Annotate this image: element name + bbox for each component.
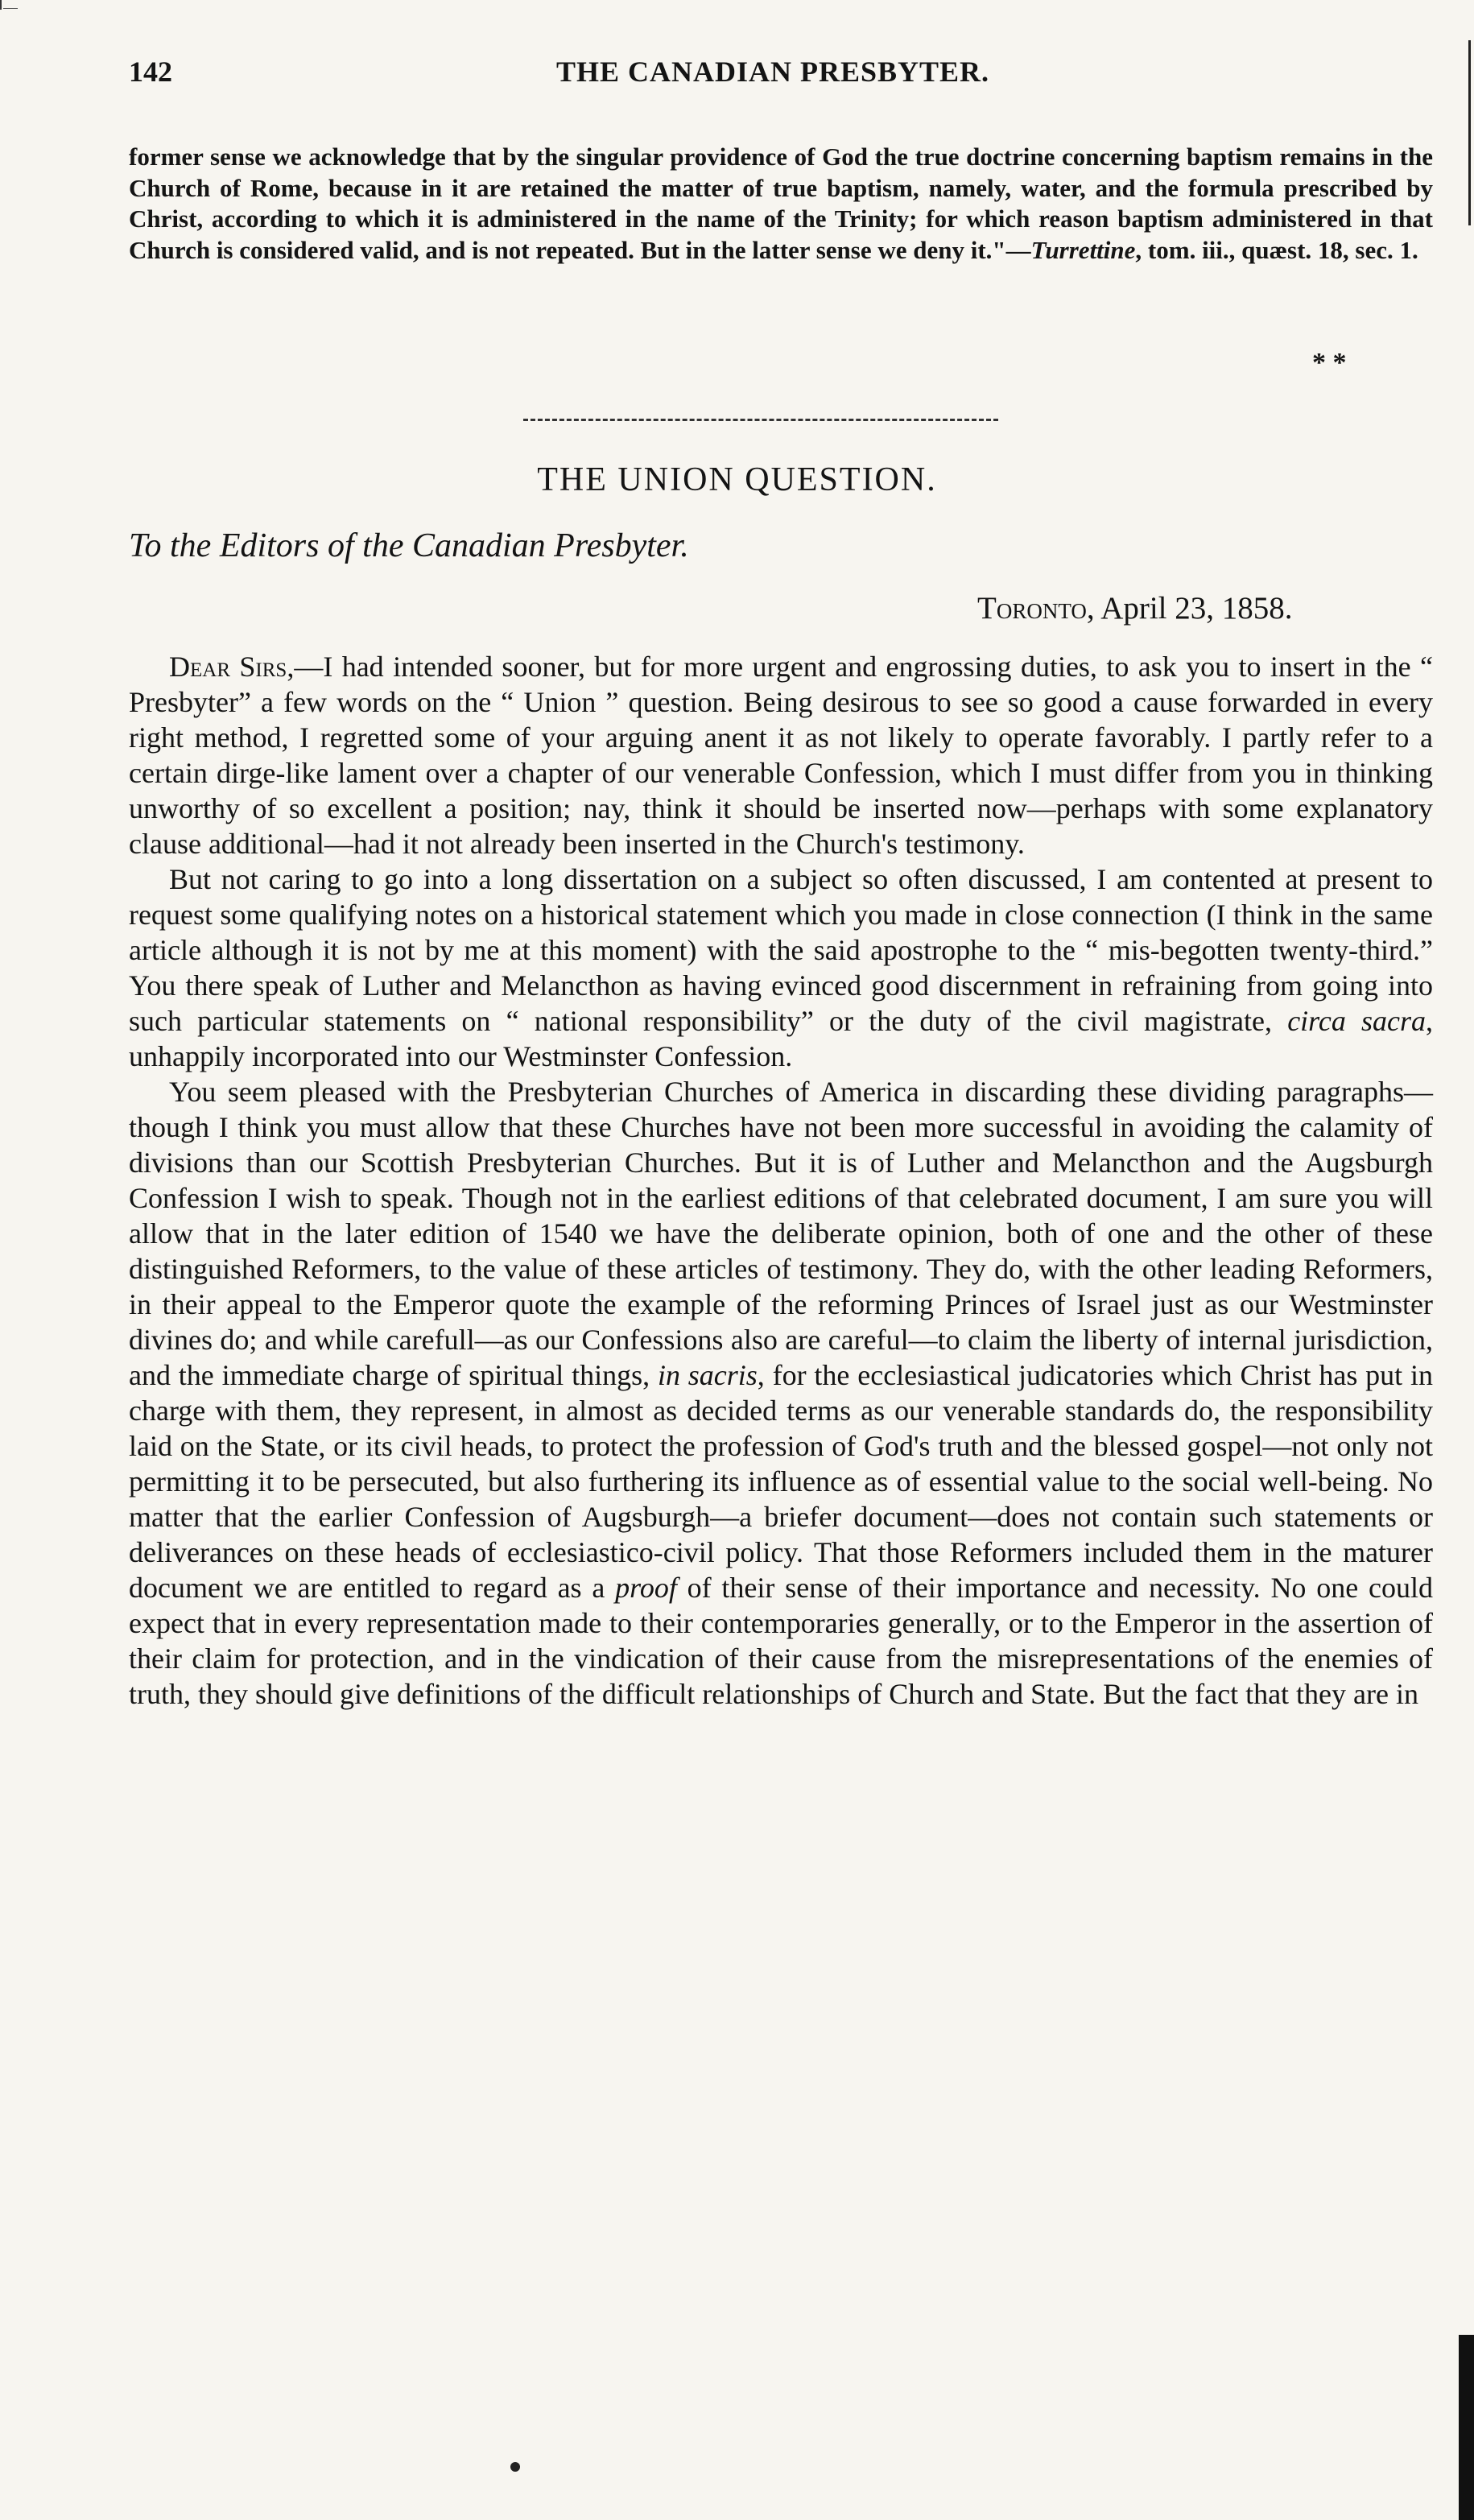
article-body [129, 649, 1433, 1712]
article-address: To the Editors of the Canadian Presbyter. [129, 527, 689, 564]
paragraph-2 [129, 861, 1433, 1074]
section-divider [523, 419, 998, 421]
running-title: THE CANADIAN PRESBYTER. [555, 56, 990, 88]
paragraph-1-text: —I had intended sooner, but for more urgent and engrossing duties, to ask you to insert in the “ Presbyter” a few words on the “ Union ” question. Being desirous to see so good a cause forwarded in every right method, I regretted some of your arguing anent it as not likely to operate favorably. I partly refer to a certain dirge-like lament over a chapter of our venerable Confession, which I must differ from you in thinking unworthy of so excellent a position; nay, think it should be inserted now—perhaps with some explanatory clause additional—had it not already been inserted in the Church's testimony. [129, 651, 1433, 860]
print-speck [510, 2462, 520, 2472]
paragraph-3-text-c: of their sense of their importance and necessity. No one could expect that in every representation made to their contemporaries generally, or to the Emperor in the assertion of their claim for protection, and in the vindication of their cause from the misrepresentations of the enemies of truth, they should give definitions of the difficult relationships of Church and State. But the fact that they are in [129, 1572, 1433, 1710]
citation-author: Turrettine [1030, 235, 1136, 264]
dateline-date: , April 23, 1858. [1086, 591, 1293, 626]
paragraph-3-italic-2: proof [615, 1572, 677, 1604]
page-header [129, 55, 1417, 103]
paragraph-3-text-b: , for the ecclesiastical judicatories which Christ has put in charge with them, they represent, in almost as decided terms as our venerable standards do, the responsibility laid on the State, or its civil heads, to protect the profession of God's truth and the blessed gospel—not only not permitting it to be persecuted, but also furthering its influence as of essential value to the social well-being. No matter that the earlier Confession of Augsburgh—a briefer document—does not contain such statements or deliverances on these heads of ecclesiastico-civil policy. That those Reformers included them in the maturer document we are entitled to regard as a [129, 1359, 1433, 1604]
binding-edge-shadow [1459, 2335, 1474, 2520]
citation-rest: , tom. iii., quæst. 18, sec. 1. [1135, 235, 1418, 264]
page-number: 142 [129, 56, 172, 88]
paragraph-3 [129, 1074, 1433, 1712]
continuation-main-text: former sense we acknowledge that by the singular providence of God the true doctrine concerning baptism remains in the Church of Rome, because in it are retained the matter of true baptism, namely, water, and the formula prescribed by Christ, according to which it is administered in the name of the Trinity; for which reason baptism administered in that Church is considered valid, and is not repeated. But in the latter sense we deny it."— [129, 143, 1433, 264]
continuation-paragraph [129, 142, 1433, 266]
paragraph-2-text-b: , unhappily incorporated into our Westminster Confession. [129, 1005, 1433, 1072]
dateline-place: Toronto [977, 591, 1087, 626]
paragraph-2-text-a: But not caring to go into a long dissertation on a subject so often discussed, I am contented at present to request some qualifying notes on a historical statement which you made in close connection (I think in the same article although it is not by me at this moment) with the said apostrophe to the “ mis-begotten twenty-third.” You there speak of Luther and Melancthon as having evinced good discernment in refraining from going into such particular statements on “ national responsibility” or the duty of the civil magistrate, [129, 863, 1433, 1037]
salutation: Dear Sirs, [169, 651, 295, 683]
paragraph-3-italic-1: in sacris [657, 1359, 758, 1391]
corner-crop-mark [0, 0, 18, 10]
binding-edge-line [1468, 40, 1471, 225]
signature-asterisks: * * [1312, 348, 1347, 378]
article-dateline [977, 590, 1293, 626]
continuation-text [129, 142, 1433, 266]
article-title: THE UNION QUESTION. [537, 461, 937, 498]
paragraph-1 [129, 649, 1433, 861]
paragraph-3-text-a: You seem pleased with the Presbyterian Churches of America in discarding these dividing paragraphs—though I think you must allow that these Churches have not been more successful in avoiding the calamity of divisions than our Scottish Presbyterian Churches. But it is of Luther and Melancthon and the Augsburgh Confession I wish to speak. Though not in the earliest editions of that celebrated document, I am sure you will allow that in the later edition of 1540 we have the deliberate opinion, both of one and the other of these distinguished Reformers, to the value of these articles of testimony. They do, with the other leading Reformers, in their appeal to the Emperor quote the example of the reforming Princes of Israel just as our Westminster divines do; and while carefull—as our Confessions also are careful—to claim the liberty of internal jurisdiction, and the immediate charge of spiritual things, [129, 1076, 1433, 1391]
paragraph-2-italic: circa sacra [1287, 1005, 1426, 1037]
